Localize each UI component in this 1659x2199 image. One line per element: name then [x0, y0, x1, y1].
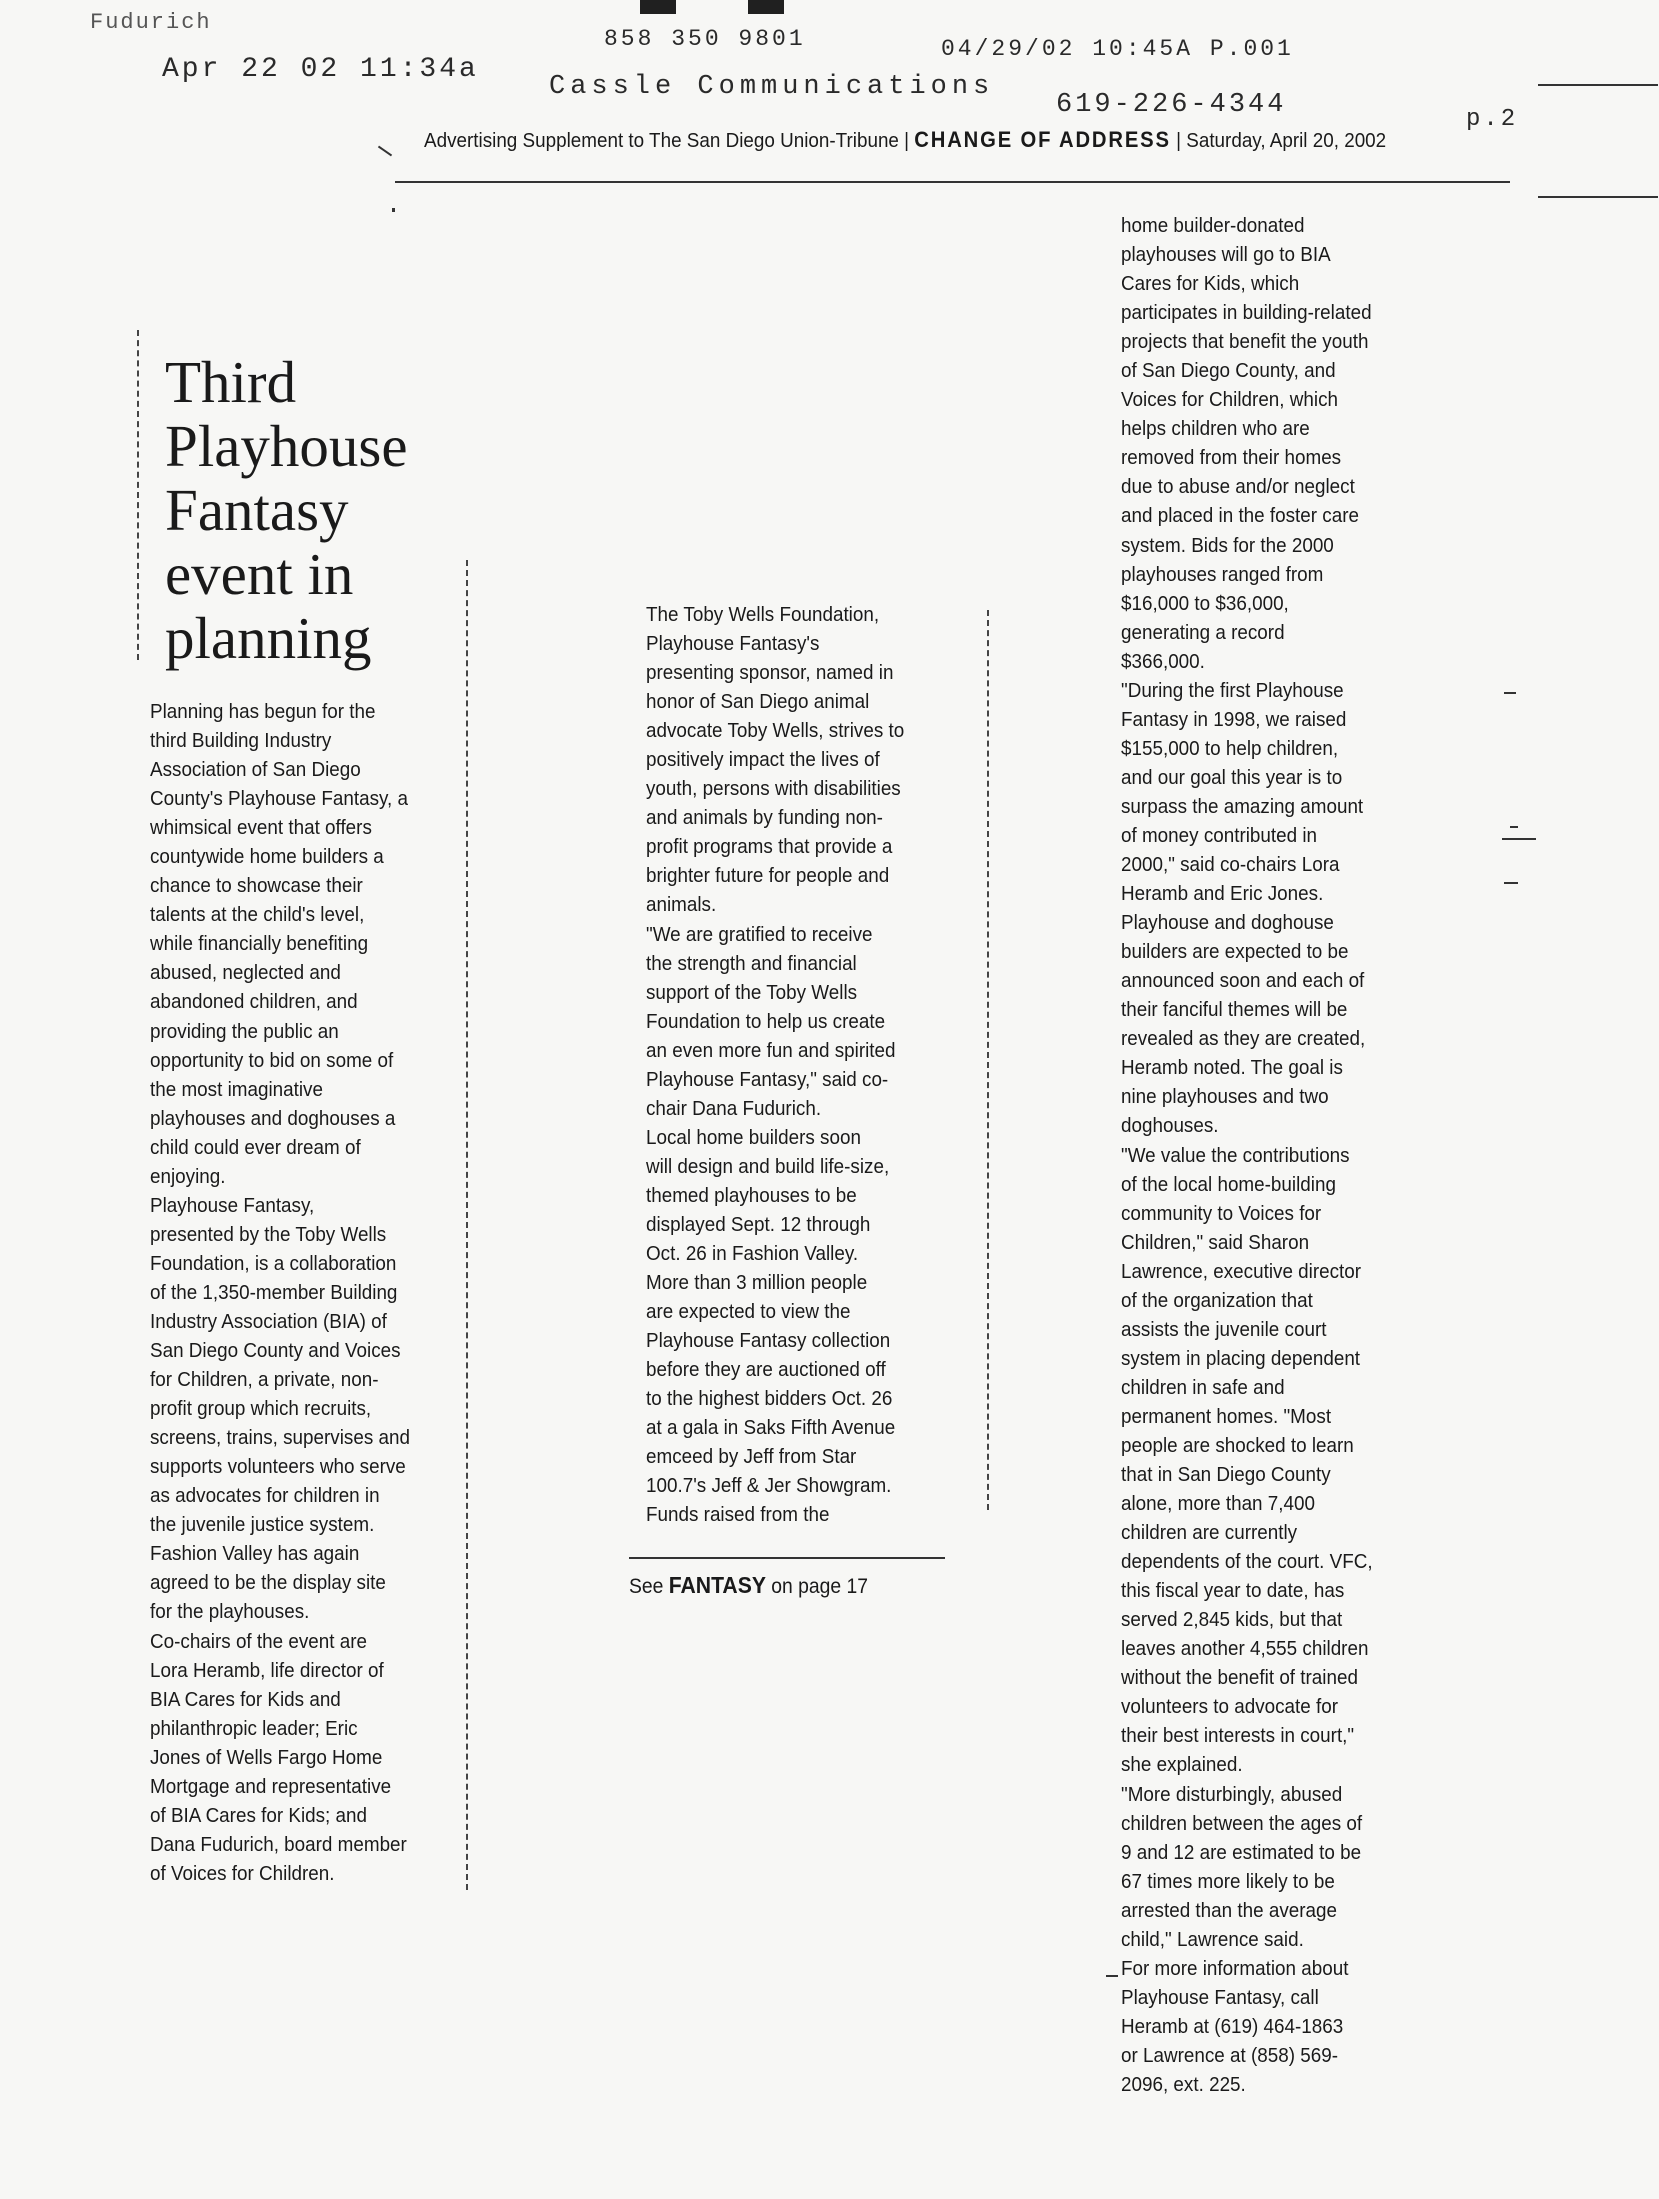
- article-line: helps children who are: [1121, 417, 1310, 441]
- article-line: County's Playhouse Fantasy, a: [150, 787, 409, 811]
- article-line: she explained.: [1121, 1753, 1243, 1777]
- article-line: BIA Cares for Kids and: [150, 1687, 341, 1711]
- article-line: Lawrence, executive director: [1121, 1259, 1362, 1283]
- article-line: Foundation, is a collaboration: [150, 1251, 397, 1275]
- article-line: $155,000 to help children,: [1121, 736, 1339, 760]
- article-column-1: [150, 697, 410, 1888]
- article-line: community to Voices for: [1121, 1201, 1322, 1225]
- article-line: builders are expected to be: [1121, 940, 1349, 964]
- article-line: and animals by funding non-: [646, 806, 883, 830]
- article-line: leaves another 4,555 children: [1121, 1637, 1369, 1661]
- article-line: of money contributed in: [1121, 823, 1318, 847]
- article-line: Playhouse Fantasy's: [646, 632, 820, 656]
- article-line: Fantasy in 1998, we raised: [1121, 707, 1347, 731]
- continuation-line: [629, 1572, 868, 1599]
- article-line: Jones of Wells Fargo Home: [150, 1745, 383, 1769]
- article-line: Voices for Children, which: [1121, 388, 1339, 412]
- masthead: [424, 127, 1386, 153]
- masthead-section: CHANGE OF ADDRESS: [914, 127, 1171, 152]
- article-line: More than 3 million people: [646, 1271, 868, 1295]
- article-line: announced soon and each of: [1121, 969, 1365, 993]
- article-line: talents at the child's level,: [150, 903, 365, 927]
- article-line: at a gala in Saks Fifth Avenue: [646, 1416, 896, 1440]
- article-line: Heramb noted. The goal is: [1121, 1056, 1343, 1080]
- clipping-edge: [466, 560, 468, 1890]
- article-line: support of the Toby Wells: [646, 980, 858, 1004]
- article-line: surpass the amazing amount: [1121, 794, 1364, 818]
- scan-speck: [1510, 826, 1518, 828]
- article-line: removed from their homes: [1121, 446, 1342, 470]
- article-line: The Toby Wells Foundation,: [646, 603, 880, 626]
- article-line: and our goal this year is to: [1121, 765, 1343, 789]
- article-line: San Diego County and Voices: [150, 1339, 401, 1363]
- fax-company-name: Cassle Communications: [549, 72, 995, 102]
- article-line: displayed Sept. 12 through: [646, 1212, 871, 1236]
- scan-speck: [1504, 882, 1518, 884]
- article-line: of the organization that: [1121, 1288, 1313, 1312]
- article-line: Playhouse Fantasy," said co-: [646, 1067, 889, 1091]
- article-line: Children," said Sharon: [1121, 1230, 1310, 1254]
- article-line: agreed to be the display site: [150, 1571, 386, 1595]
- article-line: arrested than the average: [1121, 1898, 1337, 1922]
- scan-speck: [1504, 692, 1516, 694]
- masthead-prefix: Advertising Supplement to The San Diego Union-Tribune |: [424, 129, 915, 152]
- scan-speck: [392, 208, 395, 212]
- headline-line: Fantasy: [165, 477, 349, 543]
- article-line: youth, persons with disabilities: [646, 777, 901, 801]
- clipping-edge: [987, 610, 989, 1510]
- article-line: emceed by Jeff from Star: [646, 1445, 857, 1469]
- article-line: brighter future for people and: [646, 864, 890, 888]
- article-line: the juvenile justice system.: [150, 1513, 375, 1537]
- article-line: supports volunteers who serve: [150, 1455, 406, 1479]
- article-line: presenting sponsor, named in: [646, 661, 894, 685]
- article-line: Lora Heramb, life director of: [150, 1658, 384, 1682]
- article-line: that in San Diego County: [1121, 1463, 1331, 1487]
- article-line: participates in building-related: [1121, 301, 1372, 325]
- fax-timestamp-2: Apr 22 02 11:34a: [162, 54, 479, 85]
- article-line: playhouses ranged from: [1121, 562, 1324, 586]
- article-line: Oct. 26 in Fashion Valley.: [646, 1242, 859, 1266]
- article-line: countywide home builders a: [150, 845, 384, 869]
- article-line: Fashion Valley has again: [150, 1542, 360, 1566]
- article-line: of the 1,350-member Building: [150, 1280, 398, 1304]
- article-line: as advocates for children in: [150, 1484, 380, 1508]
- article-line: people are shocked to learn: [1121, 1433, 1354, 1457]
- article-line: philanthropic leader; Eric: [150, 1716, 358, 1740]
- fax-page-number: p.2: [1466, 106, 1519, 133]
- article-line: the strength and financial: [646, 951, 857, 975]
- article-line: children between the ages of: [1121, 1811, 1363, 1835]
- article-line: of San Diego County, and: [1121, 359, 1336, 383]
- article-line: Funds raised from the: [646, 1503, 830, 1527]
- article-line: Playhouse Fantasy collection: [646, 1329, 891, 1353]
- article-line: Industry Association (BIA) of: [150, 1309, 387, 1333]
- article-line: Heramb and Eric Jones.: [1121, 882, 1324, 906]
- article-line: playhouses and doghouses a: [150, 1106, 396, 1130]
- continuation-keyword: FANTASY: [668, 1572, 766, 1598]
- masthead-tick: [378, 146, 392, 157]
- continuation-suffix: on page 17: [765, 1575, 868, 1598]
- article-line: alone, more than 7,400: [1121, 1492, 1315, 1516]
- article-line: 9 and 12 are estimated to be: [1121, 1840, 1362, 1864]
- masthead-date: | Saturday, April 20, 2002: [1170, 129, 1387, 152]
- article-line: "During the first Playhouse: [1121, 678, 1344, 702]
- article-line: dependents of the court. VFC,: [1121, 1550, 1373, 1574]
- article-line: permanent homes. "Most: [1121, 1404, 1332, 1428]
- article-line: Foundation to help us create: [646, 1009, 886, 1033]
- article-line: $366,000.: [1121, 649, 1205, 673]
- article-line: Association of San Diego: [150, 758, 361, 782]
- article-line: children are currently: [1121, 1521, 1298, 1545]
- article-line: assists the juvenile court: [1121, 1317, 1327, 1341]
- article-line: and placed in the foster care: [1121, 504, 1360, 528]
- article-line: system. Bids for the 2000: [1121, 533, 1334, 557]
- article-line: for Children, a private, non-: [150, 1368, 379, 1392]
- article-line: child," Lawrence said.: [1121, 1927, 1304, 1951]
- article-line: 2096, ext. 225.: [1121, 2073, 1246, 2096]
- article-line: system in placing dependent: [1121, 1346, 1361, 1370]
- clipping-edge: [137, 330, 139, 660]
- article-line: child could ever dream of: [150, 1135, 361, 1159]
- fax-timestamp-1: 04/29/02 10:45A P.001: [941, 36, 1294, 62]
- article-line: without the benefit of trained: [1121, 1666, 1358, 1690]
- article-line: $16,000 to $36,000,: [1121, 591, 1289, 615]
- article-line: chance to showcase their: [150, 874, 363, 898]
- article-line: Playhouse and doghouse: [1121, 911, 1334, 935]
- article-line: Playhouse Fantasy,: [150, 1193, 315, 1217]
- article-line: screens, trains, supervises and: [150, 1426, 410, 1450]
- article-line: For more information about: [1121, 1956, 1349, 1980]
- article-line: whimsical event that offers: [150, 816, 372, 840]
- article-line: enjoying.: [150, 1164, 226, 1188]
- scan-speck: [1106, 1975, 1118, 1977]
- article-line: 67 times more likely to be: [1121, 1869, 1335, 1893]
- headline: [165, 350, 495, 670]
- article-line: for the playhouses.: [150, 1600, 310, 1624]
- headline-line: Playhouse: [165, 413, 408, 479]
- article-line: Dana Fudurich, board member: [150, 1832, 407, 1856]
- article-line: honor of San Diego animal: [646, 690, 870, 714]
- fax-phone-number-1: 858 350 9801: [604, 26, 806, 52]
- article-line: profit group which recruits,: [150, 1397, 372, 1421]
- article-line: animals.: [646, 893, 717, 917]
- article-line: positively impact the lives of: [646, 748, 880, 772]
- article-line: home builder-donated: [1121, 214, 1305, 237]
- fax-phone-number-2: 619-226-4344: [1056, 90, 1287, 120]
- edge-rule: [1538, 84, 1658, 86]
- article-line: before they are auctioned off: [646, 1358, 886, 1382]
- scan-speck: [1502, 838, 1536, 840]
- article-line: projects that benefit the youth: [1121, 330, 1369, 354]
- article-line: revealed as they are created,: [1121, 1027, 1366, 1051]
- article-line: Cares for Kids, which: [1121, 272, 1300, 296]
- fax-smudge: [640, 0, 676, 14]
- article-line: presented by the Toby Wells: [150, 1222, 387, 1246]
- article-line: abused, neglected and: [150, 961, 341, 985]
- article-line: are expected to view the: [646, 1300, 851, 1324]
- article-line: Heramb at (619) 464-1863: [1121, 2014, 1344, 2038]
- article-line: chair Dana Fudurich.: [646, 1096, 822, 1120]
- article-line: themed playhouses to be: [646, 1183, 857, 1207]
- headline-line: planning: [165, 605, 372, 671]
- continuation-prefix: See: [629, 1575, 669, 1598]
- headline-line: Third: [165, 349, 297, 415]
- article-line: third Building Industry: [150, 729, 332, 753]
- article-line: Planning has begun for the: [150, 700, 376, 723]
- article-line: volunteers to advocate for: [1121, 1695, 1339, 1719]
- article-line: of the local home-building: [1121, 1172, 1336, 1196]
- article-line: abandoned children, and: [150, 990, 358, 1014]
- article-line: providing the public an: [150, 1019, 339, 1043]
- headline-line: event in: [165, 541, 354, 607]
- article-line: "We value the contributions: [1121, 1143, 1350, 1167]
- article-column-2: [646, 600, 904, 1530]
- article-line: 100.7's Jeff & Jer Showgram.: [646, 1474, 892, 1498]
- article-line: their best interests in court,": [1121, 1724, 1355, 1748]
- article-line: generating a record: [1121, 620, 1285, 644]
- article-line: doghouses.: [1121, 1114, 1219, 1138]
- article-line: Co-chairs of the event are: [150, 1629, 368, 1653]
- masthead-rule: [395, 181, 1510, 183]
- article-line: profit programs that provide a: [646, 835, 893, 859]
- fax-smudge: [748, 0, 784, 14]
- article-line: of BIA Cares for Kids; and: [150, 1803, 368, 1827]
- continuation-rule: [629, 1557, 945, 1559]
- article-line: of Voices for Children.: [150, 1861, 335, 1885]
- edge-rule: [1538, 196, 1658, 198]
- article-line: advocate Toby Wells, strives to: [646, 719, 905, 743]
- article-line: "We are gratified to receive: [646, 922, 873, 946]
- fax-sender-name: Fudurich: [90, 10, 212, 35]
- article-column-3: [1121, 211, 1373, 2099]
- article-line: Local home builders soon: [646, 1125, 861, 1149]
- article-line: playhouses will go to BIA: [1121, 243, 1331, 267]
- article-line: or Lawrence at (858) 569-: [1121, 2043, 1339, 2067]
- article-line: due to abuse and/or neglect: [1121, 475, 1355, 499]
- article-line: their fanciful themes will be: [1121, 998, 1348, 1022]
- article-line: while financially benefiting: [150, 932, 369, 956]
- article-line: an even more fun and spirited: [646, 1038, 896, 1062]
- article-line: this fiscal year to date, has: [1121, 1579, 1345, 1603]
- article-line: to the highest bidders Oct. 26: [646, 1387, 893, 1411]
- article-line: Playhouse Fantasy, call: [1121, 1985, 1319, 2009]
- article-line: opportunity to bid on some of: [150, 1048, 394, 1072]
- article-line: "More disturbingly, abused: [1121, 1782, 1343, 1806]
- article-line: will design and build life-size,: [646, 1154, 890, 1178]
- article-line: 2000," said co-chairs Lora: [1121, 853, 1340, 877]
- article-line: children in safe and: [1121, 1375, 1285, 1399]
- article-line: nine playhouses and two: [1121, 1085, 1329, 1109]
- article-line: Mortgage and representative: [150, 1774, 392, 1798]
- article-line: served 2,845 kids, but that: [1121, 1608, 1343, 1632]
- article-line: the most imaginative: [150, 1077, 323, 1101]
